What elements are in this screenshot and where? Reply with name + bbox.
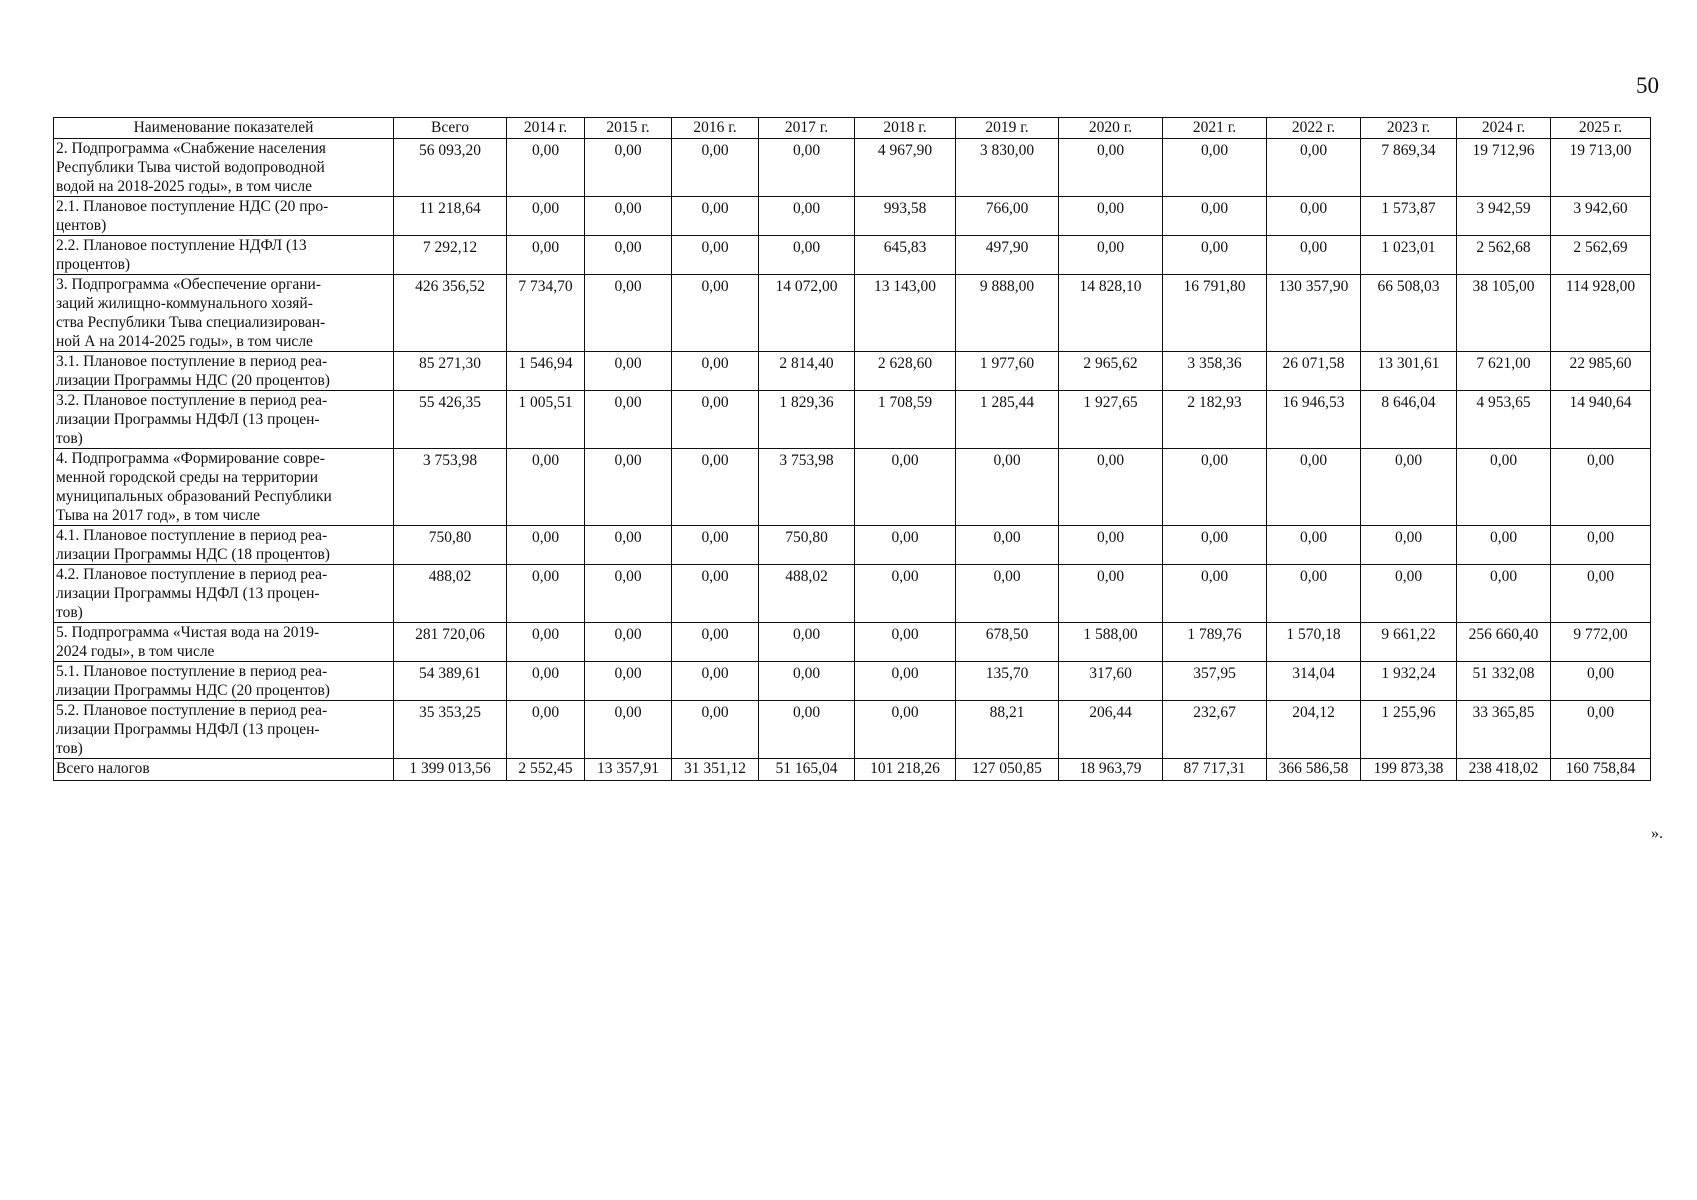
value-cell-year: 4 953,65 [1457, 391, 1551, 449]
tax-revenue-table [53, 117, 1651, 781]
table-body [54, 139, 1651, 781]
value-cell-year: 2 628,60 [855, 352, 956, 391]
value-cell-total: 85 271,30 [394, 352, 507, 391]
table-row [54, 391, 1651, 449]
indicator-name-line: лизации Программы НДФЛ (13 процен- [56, 585, 320, 602]
value-cell-year: 0,00 [759, 623, 855, 662]
value-cell-year: 2 562,69 [1551, 236, 1651, 275]
indicator-name-cell [54, 275, 394, 352]
value-cell-year: 0,00 [855, 449, 956, 526]
value-cell-year: 0,00 [672, 662, 759, 701]
value-cell-year: 0,00 [585, 526, 672, 565]
indicator-name-cell [54, 352, 394, 391]
value-cell-year: 366 586,58 [1267, 759, 1361, 781]
value-cell-year: 7 869,34 [1361, 139, 1457, 197]
value-cell-year: 750,80 [759, 526, 855, 565]
value-cell-year: 18 963,79 [1059, 759, 1163, 781]
header-total: Всего [394, 118, 507, 139]
value-cell-year: 0,00 [1059, 197, 1163, 236]
indicator-name-line: 2.1. Плановое поступление НДС (20 про- [56, 198, 329, 215]
value-cell-year: 232,67 [1163, 701, 1267, 759]
indicator-name-line: 5. Подпрограмма «Чистая вода на 2019- [56, 624, 320, 641]
indicator-name-line: лизации Программы НДФЛ (13 процен- [56, 411, 320, 428]
value-cell-year: 13 301,61 [1361, 352, 1457, 391]
value-cell-total: 55 426,35 [394, 391, 507, 449]
value-cell-year: 101 218,26 [855, 759, 956, 781]
indicator-name-line: 2.2. Плановое поступление НДФЛ (13 [56, 237, 307, 254]
value-cell-year: 3 942,60 [1551, 197, 1651, 236]
value-cell-year: 678,50 [956, 623, 1059, 662]
value-cell-year: 0,00 [507, 236, 585, 275]
value-cell-year: 0,00 [1163, 565, 1267, 623]
value-cell-year: 645,83 [855, 236, 956, 275]
value-cell-year: 135,70 [956, 662, 1059, 701]
value-cell-year: 160 758,84 [1551, 759, 1651, 781]
value-cell-year: 0,00 [585, 197, 672, 236]
value-cell-year: 2 814,40 [759, 352, 855, 391]
value-cell-year: 0,00 [672, 275, 759, 352]
value-cell-year: 0,00 [1457, 565, 1551, 623]
value-cell-year: 0,00 [672, 623, 759, 662]
value-cell-year: 2 562,68 [1457, 236, 1551, 275]
indicator-name-line: Республики Тыва чистой водопроводной [56, 159, 325, 176]
indicator-name-cell [54, 623, 394, 662]
value-cell-year: 0,00 [956, 526, 1059, 565]
value-cell-year: 0,00 [672, 391, 759, 449]
value-cell-total: 56 093,20 [394, 139, 507, 197]
value-cell-year: 199 873,38 [1361, 759, 1457, 781]
value-cell-year: 31 351,12 [672, 759, 759, 781]
value-cell-total: 11 218,64 [394, 197, 507, 236]
value-cell-year: 7 621,00 [1457, 352, 1551, 391]
value-cell-year: 0,00 [672, 526, 759, 565]
value-cell-year: 0,00 [507, 662, 585, 701]
value-cell-year: 88,21 [956, 701, 1059, 759]
value-cell-year: 0,00 [1059, 139, 1163, 197]
value-cell-year: 0,00 [1163, 449, 1267, 526]
value-cell-year: 0,00 [1551, 565, 1651, 623]
value-cell-year: 8 646,04 [1361, 391, 1457, 449]
indicator-name-line: 3.1. Плановое поступление в период реа- [56, 353, 328, 370]
value-cell-year: 0,00 [1457, 526, 1551, 565]
value-cell-year: 0,00 [1059, 236, 1163, 275]
value-cell-year: 0,00 [1163, 139, 1267, 197]
value-cell-year: 51 165,04 [759, 759, 855, 781]
header-year-2014: 2014 г. [507, 118, 585, 139]
value-cell-year: 0,00 [855, 526, 956, 565]
value-cell-year: 314,04 [1267, 662, 1361, 701]
header-year-2022: 2022 г. [1267, 118, 1361, 139]
value-cell-total: 54 389,61 [394, 662, 507, 701]
header-year-2018: 2018 г. [855, 118, 956, 139]
value-cell-year: 0,00 [507, 139, 585, 197]
indicator-name-line: лизации Программы НДС (18 процентов) [56, 546, 330, 563]
value-cell-year: 1 570,18 [1267, 623, 1361, 662]
indicator-name-line: Тыва на 2017 год», в том числе [56, 507, 261, 524]
value-cell-year: 993,58 [855, 197, 956, 236]
value-cell-year: 13 357,91 [585, 759, 672, 781]
value-cell-year: 1 573,87 [1361, 197, 1457, 236]
value-cell-year: 7 734,70 [507, 275, 585, 352]
indicator-name-line: 4.1. Плановое поступление в период реа- [56, 527, 328, 544]
value-cell-year: 0,00 [585, 236, 672, 275]
value-cell-year: 0,00 [855, 565, 956, 623]
value-cell-year: 1 932,24 [1361, 662, 1457, 701]
value-cell-year: 0,00 [1267, 139, 1361, 197]
value-cell-year: 0,00 [855, 662, 956, 701]
value-cell-year: 9 661,22 [1361, 623, 1457, 662]
value-cell-year: 2 552,45 [507, 759, 585, 781]
value-cell-year: 0,00 [507, 449, 585, 526]
value-cell-year: 14 940,64 [1551, 391, 1651, 449]
value-cell-year: 0,00 [585, 391, 672, 449]
value-cell-total: 750,80 [394, 526, 507, 565]
value-cell-year: 238 418,02 [1457, 759, 1551, 781]
table-header-row [54, 118, 1651, 139]
value-cell-year: 0,00 [672, 139, 759, 197]
indicator-name-line: 5.2. Плановое поступление в период реа- [56, 702, 328, 719]
value-cell-year: 0,00 [759, 701, 855, 759]
value-cell-total: 488,02 [394, 565, 507, 623]
value-cell-year: 0,00 [585, 449, 672, 526]
value-cell-total: 35 353,25 [394, 701, 507, 759]
indicator-name-cell [54, 565, 394, 623]
header-year-2016: 2016 г. [672, 118, 759, 139]
indicator-name-cell [54, 139, 394, 197]
value-cell-year: 14 072,00 [759, 275, 855, 352]
value-cell-year: 0,00 [855, 623, 956, 662]
value-cell-year: 0,00 [1059, 526, 1163, 565]
value-cell-year: 0,00 [1163, 197, 1267, 236]
value-cell-year: 0,00 [1163, 236, 1267, 275]
header-year-2025: 2025 г. [1551, 118, 1651, 139]
value-cell-year: 1 708,59 [855, 391, 956, 449]
indicator-name-line: 2024 годы», в том числе [56, 643, 215, 660]
value-cell-year: 1 255,96 [1361, 701, 1457, 759]
indicator-name-cell [54, 236, 394, 275]
value-cell-year: 0,00 [585, 623, 672, 662]
value-cell-year: 766,00 [956, 197, 1059, 236]
value-cell-year: 0,00 [1059, 565, 1163, 623]
value-cell-year: 3 753,98 [759, 449, 855, 526]
value-cell-year: 0,00 [507, 565, 585, 623]
value-cell-year: 357,95 [1163, 662, 1267, 701]
indicator-name-line: тов) [56, 430, 83, 447]
header-year-2017: 2017 г. [759, 118, 855, 139]
value-cell-year: 14 828,10 [1059, 275, 1163, 352]
value-cell-year: 0,00 [1267, 449, 1361, 526]
value-cell-year: 0,00 [1267, 197, 1361, 236]
value-cell-year: 22 985,60 [1551, 352, 1651, 391]
value-cell-year: 127 050,85 [956, 759, 1059, 781]
table-row [54, 449, 1651, 526]
value-cell-year: 2 182,93 [1163, 391, 1267, 449]
value-cell-year: 0,00 [507, 701, 585, 759]
value-cell-year: 19 712,96 [1457, 139, 1551, 197]
value-cell-year: 0,00 [1361, 526, 1457, 565]
value-cell-year: 0,00 [1163, 526, 1267, 565]
indicator-name-line: 5.1. Плановое поступление в период реа- [56, 663, 328, 680]
table-row [54, 565, 1651, 623]
value-cell-year: 0,00 [759, 236, 855, 275]
indicator-name-line: лизации Программы НДФЛ (13 процен- [56, 721, 320, 738]
value-cell-year: 256 660,40 [1457, 623, 1551, 662]
value-cell-year: 66 508,03 [1361, 275, 1457, 352]
indicator-name-line: менной городской среды на территории [56, 469, 319, 486]
indicator-name-cell [54, 662, 394, 701]
indicator-name-line: ства Республики Тыва специализирован- [56, 314, 326, 331]
table-row [54, 197, 1651, 236]
value-cell-year: 0,00 [1267, 236, 1361, 275]
value-cell-year: 1 829,36 [759, 391, 855, 449]
indicator-name-cell [54, 197, 394, 236]
indicator-name-line: лизации Программы НДС (20 процентов) [56, 682, 330, 699]
value-cell-year: 0,00 [1551, 662, 1651, 701]
header-year-2023: 2023 г. [1361, 118, 1457, 139]
value-cell-year: 0,00 [1551, 449, 1651, 526]
table-row [54, 352, 1651, 391]
value-cell-year: 16 946,53 [1267, 391, 1361, 449]
value-cell-year: 9 772,00 [1551, 623, 1651, 662]
value-cell-total: 3 753,98 [394, 449, 507, 526]
value-cell-total: 426 356,52 [394, 275, 507, 352]
value-cell-year: 0,00 [507, 526, 585, 565]
value-cell-year: 0,00 [855, 701, 956, 759]
value-cell-year: 497,90 [956, 236, 1059, 275]
value-cell-year: 206,44 [1059, 701, 1163, 759]
closing-quote-mark: ». [1651, 825, 1663, 842]
value-cell-year: 0,00 [1267, 526, 1361, 565]
value-cell-total: 1 399 013,56 [394, 759, 507, 781]
value-cell-year: 0,00 [759, 139, 855, 197]
header-name: Наименование показателей [54, 118, 394, 139]
value-cell-year: 0,00 [759, 662, 855, 701]
value-cell-year: 51 332,08 [1457, 662, 1551, 701]
value-cell-year: 0,00 [672, 701, 759, 759]
value-cell-year: 1 588,00 [1059, 623, 1163, 662]
indicator-name-line: процентов) [56, 256, 131, 273]
table-row [54, 236, 1651, 275]
value-cell-year: 0,00 [1457, 449, 1551, 526]
indicator-name-line: центов) [56, 217, 107, 234]
value-cell-year: 0,00 [585, 565, 672, 623]
value-cell-year: 114 928,00 [1551, 275, 1651, 352]
table-row [54, 275, 1651, 352]
indicator-name-line: 4.2. Плановое поступление в период реа- [56, 566, 328, 583]
value-cell-year: 0,00 [672, 197, 759, 236]
page-number: 50 [1636, 73, 1659, 98]
header-year-2019: 2019 г. [956, 118, 1059, 139]
value-cell-year: 1 005,51 [507, 391, 585, 449]
header-year-2020: 2020 г. [1059, 118, 1163, 139]
value-cell-year: 0,00 [585, 352, 672, 391]
value-cell-year: 1 546,94 [507, 352, 585, 391]
value-cell-year: 3 358,36 [1163, 352, 1267, 391]
value-cell-year: 1 285,44 [956, 391, 1059, 449]
indicator-name-line: тов) [56, 740, 83, 757]
value-cell-year: 0,00 [1361, 449, 1457, 526]
value-cell-year: 0,00 [672, 352, 759, 391]
total-label-cell [54, 759, 394, 781]
value-cell-year: 0,00 [507, 197, 585, 236]
value-cell-year: 13 143,00 [855, 275, 956, 352]
value-cell-year: 488,02 [759, 565, 855, 623]
value-cell-year: 0,00 [956, 565, 1059, 623]
value-cell-year: 0,00 [1059, 449, 1163, 526]
table-total-row [54, 759, 1651, 781]
header-year-2021: 2021 г. [1163, 118, 1267, 139]
value-cell-year: 0,00 [1361, 565, 1457, 623]
indicator-name-line: ной А на 2014-2025 годы», в том числе [56, 333, 313, 350]
indicator-name-line: муниципальных образований Республики [56, 488, 332, 505]
table-row [54, 662, 1651, 701]
indicator-name-cell [54, 526, 394, 565]
value-cell-year: 3 830,00 [956, 139, 1059, 197]
value-cell-year: 204,12 [1267, 701, 1361, 759]
value-cell-year: 2 965,62 [1059, 352, 1163, 391]
value-cell-year: 0,00 [585, 701, 672, 759]
table-row [54, 526, 1651, 565]
value-cell-year: 0,00 [672, 449, 759, 526]
indicator-name-line: Всего налогов [56, 760, 150, 777]
value-cell-year: 38 105,00 [1457, 275, 1551, 352]
value-cell-year: 0,00 [672, 565, 759, 623]
value-cell-year: 0,00 [759, 197, 855, 236]
value-cell-total: 7 292,12 [394, 236, 507, 275]
value-cell-year: 1 977,60 [956, 352, 1059, 391]
value-cell-year: 1 789,76 [1163, 623, 1267, 662]
indicator-name-line: 3. Подпрограмма «Обеспечение органи- [56, 276, 321, 293]
table-row [54, 623, 1651, 662]
value-cell-total: 281 720,06 [394, 623, 507, 662]
value-cell-year: 0,00 [672, 236, 759, 275]
indicator-name-cell [54, 701, 394, 759]
indicator-name-line: тов) [56, 604, 83, 621]
indicator-name-line: заций жилищно-коммунального хозяй- [56, 295, 313, 312]
value-cell-year: 16 791,80 [1163, 275, 1267, 352]
value-cell-year: 0,00 [507, 623, 585, 662]
header-year-2024: 2024 г. [1457, 118, 1551, 139]
value-cell-year: 26 071,58 [1267, 352, 1361, 391]
value-cell-year: 87 717,31 [1163, 759, 1267, 781]
indicator-name-cell [54, 449, 394, 526]
value-cell-year: 130 357,90 [1267, 275, 1361, 352]
value-cell-year: 3 942,59 [1457, 197, 1551, 236]
value-cell-year: 4 967,90 [855, 139, 956, 197]
value-cell-year: 0,00 [1551, 701, 1651, 759]
value-cell-year: 1 023,01 [1361, 236, 1457, 275]
indicator-name-line: водой на 2018-2025 годы», в том числе [56, 178, 312, 195]
indicator-name-line: 3.2. Плановое поступление в период реа- [56, 392, 328, 409]
value-cell-year: 19 713,00 [1551, 139, 1651, 197]
indicator-name-line: лизации Программы НДС (20 процентов) [56, 372, 330, 389]
indicator-name-cell [54, 391, 394, 449]
value-cell-year: 0,00 [585, 275, 672, 352]
table-row [54, 139, 1651, 197]
value-cell-year: 0,00 [1551, 526, 1651, 565]
value-cell-year: 0,00 [585, 139, 672, 197]
value-cell-year: 9 888,00 [956, 275, 1059, 352]
value-cell-year: 0,00 [1267, 565, 1361, 623]
value-cell-year: 317,60 [1059, 662, 1163, 701]
value-cell-year: 0,00 [956, 449, 1059, 526]
value-cell-year: 0,00 [585, 662, 672, 701]
value-cell-year: 1 927,65 [1059, 391, 1163, 449]
indicator-name-line: 2. Подпрограмма «Снабжение населения [56, 140, 326, 157]
value-cell-year: 33 365,85 [1457, 701, 1551, 759]
header-year-2015: 2015 г. [585, 118, 672, 139]
indicator-name-line: 4. Подпрограмма «Формирование совре- [56, 450, 325, 467]
table-row [54, 701, 1651, 759]
